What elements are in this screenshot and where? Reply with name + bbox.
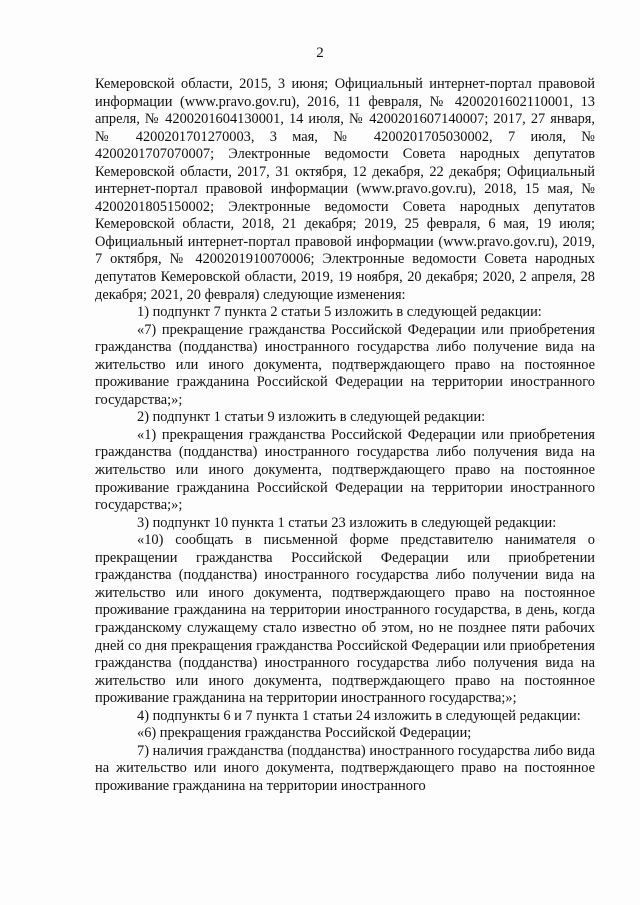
paragraph: «10) сообщать в письменной форме представителю нанимателя о прекращении гражданства Российской Федерации или приобретении гражданства (подданства) иностранного государства либо получении вида на жительство или иного документа, подтверждающего право на постоянное проживание гражданина на территории иностранного государства, в день, когда гражданскому служащему стало известно об этом, но не позднее пяти рабочих дней со дня прекращения гражданства Российской Федерации или приобретения гражданства (подданства) иностранного государства либо получения вида на жительство или иного документа, подтверждающего право на постоянное проживание гражданина на территории иностранного государства;»;: [95, 532, 595, 707]
document-body: [95, 76, 595, 795]
paragraph: Кемеровской области, 2015, 3 июня; Официальный интернет-портал правовой информации (www.pravo.gov.ru), 2016, 11 февраля, № 4200201602110001, 13 апреля, № 4200201604130001, 14 июля, № 4200201607140007; 2017, 27 января, № 4200201701270003, 3 мая, № 4200201705030002, 7 июля, № 4200201707070007; Электронные ведомости Совета народных депутатов Кемеровской области, 2017, 31 октября, 12 декабря, 22 декабря; Официальный интернет-портал правовой информации (www.pravo.gov.ru), 2018, 15 мая, № 4200201805150002; Электронные ведомости Совета народных депутатов Кемеровской области, 2018, 21 декабря; 2019, 25 февраля, 6 мая, 19 июля; Официальный интернет-портал правовой информации (www.pravo.gov.ru), 2019, 7 октября, № 4200201910070006; Электронные ведомости Совета народных депутатов Кемеровской области, 2019, 19 ноября, 20 декабря; 2020, 2 апреля, 28 декабря; 2021, 20 февраля) следующие изменения:: [95, 76, 595, 303]
page-number: 2: [316, 45, 324, 61]
paragraph: «1) прекращения гражданства Российской Федерации или приобретения гражданства (подданства) иностранного государства либо получения вида на жительство или иного документа, подтверждающего право на постоянное проживание гражданина Российской Федерации на территории иностранного государства;»;: [95, 426, 595, 514]
paragraph: 7) наличия гражданства (подданства) иностранного государства либо вида на жительство или иного документа, подтверждающего право на постоянное проживание гражданина на территории иностранного: [95, 742, 595, 794]
paragraph: 3) подпункт 10 пункта 1 статьи 23 изложить в следующей редакции:: [137, 514, 557, 531]
paragraph: «6) прекращения гражданства Российской Федерации;: [137, 725, 472, 742]
paragraph: 1) подпункт 7 пункта 2 статьи 5 изложить в следующей редакции:: [137, 304, 542, 321]
paragraph: 4) подпункты 6 и 7 пункта 1 статьи 24 изложить в следующей редакции:: [137, 707, 581, 724]
paragraph: 2) подпункт 1 статьи 9 изложить в следующей редакции:: [137, 409, 486, 426]
paragraph: «7) прекращение гражданства Российской Федерации или приобретения гражданства (подданства) иностранного государства либо получение вида на жительство или иного документа, подтверждающего право на постоянное проживание гражданина Российской Федерации на территории иностранного государства;»;: [95, 321, 595, 408]
